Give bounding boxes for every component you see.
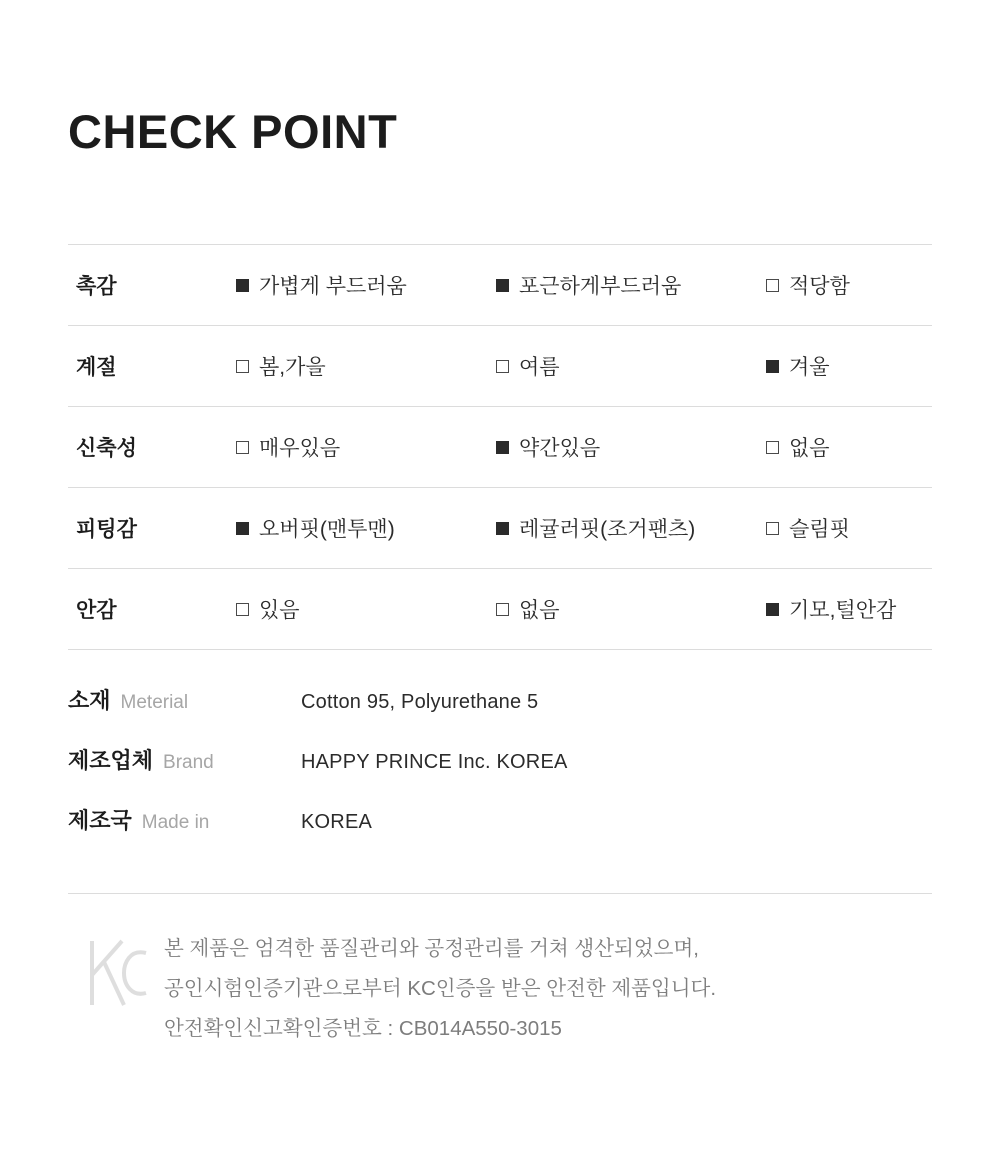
checkbox-empty-icon[interactable]	[766, 522, 779, 535]
checkbox-empty-icon[interactable]	[496, 603, 509, 616]
kc-notice-line-2: 공인시험인증기관으로부터 KC인증을 받은 안전한 제품입니다.	[164, 976, 717, 1000]
row-label: 촉감	[76, 275, 117, 298]
checkbox-empty-icon[interactable]	[236, 603, 249, 616]
option-item[interactable]	[236, 513, 496, 543]
checkbox-checked-icon[interactable]	[496, 441, 509, 454]
spec-row-material	[68, 684, 932, 744]
option-item[interactable]	[496, 594, 766, 624]
checkbox-checked-icon[interactable]	[766, 360, 779, 373]
option-label: 없음	[789, 437, 830, 460]
option-cell	[236, 569, 496, 650]
option-cell	[766, 245, 932, 326]
checkbox-empty-icon[interactable]	[236, 360, 249, 373]
option-cell	[766, 407, 932, 488]
checkbox-empty-icon[interactable]	[766, 441, 779, 454]
option-label: 겨울	[789, 356, 830, 379]
row-label: 신축성	[76, 437, 137, 460]
spec-value: Cotton 95, Polyurethane 5	[301, 691, 539, 713]
check-point-table	[68, 244, 932, 650]
checkbox-checked-icon[interactable]	[496, 522, 509, 535]
option-label: 포근하게부드러움	[519, 275, 682, 298]
option-item[interactable]	[766, 432, 932, 462]
option-item[interactable]	[496, 432, 766, 462]
option-label: 가볍게 부드러움	[259, 275, 407, 298]
option-item[interactable]	[766, 513, 932, 543]
kc-notice-line-1: 본 제품은 엄격한 품질관리와 공정관리를 거쳐 생산되었으며,	[164, 937, 699, 960]
option-cell	[236, 245, 496, 326]
table-row	[68, 326, 932, 407]
table-row	[68, 569, 932, 650]
checkbox-empty-icon[interactable]	[766, 279, 779, 292]
section-divider	[68, 893, 932, 894]
spec-label-ko: 제조국	[68, 808, 132, 833]
option-label: 적당함	[789, 275, 850, 298]
option-label: 여름	[519, 356, 560, 379]
spec-key	[68, 804, 301, 835]
option-label: 없음	[519, 599, 560, 622]
option-cell	[496, 407, 766, 488]
option-item[interactable]	[496, 351, 766, 381]
spec-key	[68, 744, 301, 775]
kc-notice-text	[164, 925, 716, 1049]
option-cell	[496, 245, 766, 326]
checkbox-checked-icon[interactable]	[236, 522, 249, 535]
option-item[interactable]	[236, 432, 496, 462]
option-item[interactable]	[766, 270, 932, 300]
check-point-table-body	[68, 245, 932, 650]
option-item[interactable]	[236, 270, 496, 300]
spec-label-en: Made in	[141, 812, 210, 833]
option-label: 봄,가을	[259, 356, 326, 379]
checkbox-checked-icon[interactable]	[236, 279, 249, 292]
kc-certification-icon	[68, 925, 164, 1018]
option-label: 매우있음	[259, 437, 341, 460]
option-label: 약간있음	[519, 437, 601, 460]
table-row	[68, 488, 932, 569]
spec-label-ko: 제조업체	[68, 748, 154, 773]
spec-row-brand	[68, 744, 932, 804]
option-cell	[496, 488, 766, 569]
page-title: CHECK POINT	[68, 105, 398, 158]
option-item[interactable]	[766, 594, 932, 624]
option-cell	[496, 326, 766, 407]
option-item[interactable]	[236, 351, 496, 381]
kc-notice	[68, 925, 932, 1049]
option-label: 기모,털안감	[789, 599, 897, 622]
table-row	[68, 407, 932, 488]
option-cell	[496, 569, 766, 650]
option-cell	[766, 488, 932, 569]
kc-notice-line-3: 안전확인신고확인증번호 : CB014A550-3015	[164, 1016, 562, 1040]
product-spec-list	[68, 684, 932, 864]
option-label: 있음	[259, 599, 300, 622]
spec-label-en: Brand	[163, 752, 214, 773]
row-label: 피팅감	[76, 518, 137, 541]
checkbox-checked-icon[interactable]	[496, 279, 509, 292]
option-item[interactable]	[496, 513, 766, 543]
option-label: 오버핏(맨투맨)	[259, 518, 395, 541]
option-item[interactable]	[766, 351, 932, 381]
table-row	[68, 245, 932, 326]
option-cell	[766, 569, 932, 650]
spec-row-made-in	[68, 804, 932, 864]
option-label: 슬림핏	[789, 518, 850, 541]
checkbox-empty-icon[interactable]	[496, 360, 509, 373]
row-label: 계절	[76, 356, 117, 379]
spec-label-ko: 소재	[68, 688, 111, 713]
spec-value: HAPPY PRINCE Inc. KOREA	[301, 751, 568, 773]
option-label: 레귤러핏(조거팬츠)	[519, 518, 696, 541]
option-cell	[236, 407, 496, 488]
checkbox-empty-icon[interactable]	[236, 441, 249, 454]
option-cell	[236, 326, 496, 407]
option-cell	[766, 326, 932, 407]
spec-label-en: Meterial	[120, 692, 189, 713]
checkbox-checked-icon[interactable]	[766, 603, 779, 616]
option-item[interactable]	[496, 270, 766, 300]
option-item[interactable]	[236, 594, 496, 624]
spec-value: KOREA	[301, 811, 373, 833]
option-cell	[236, 488, 496, 569]
spec-key	[68, 684, 301, 715]
row-label: 안감	[76, 599, 117, 622]
